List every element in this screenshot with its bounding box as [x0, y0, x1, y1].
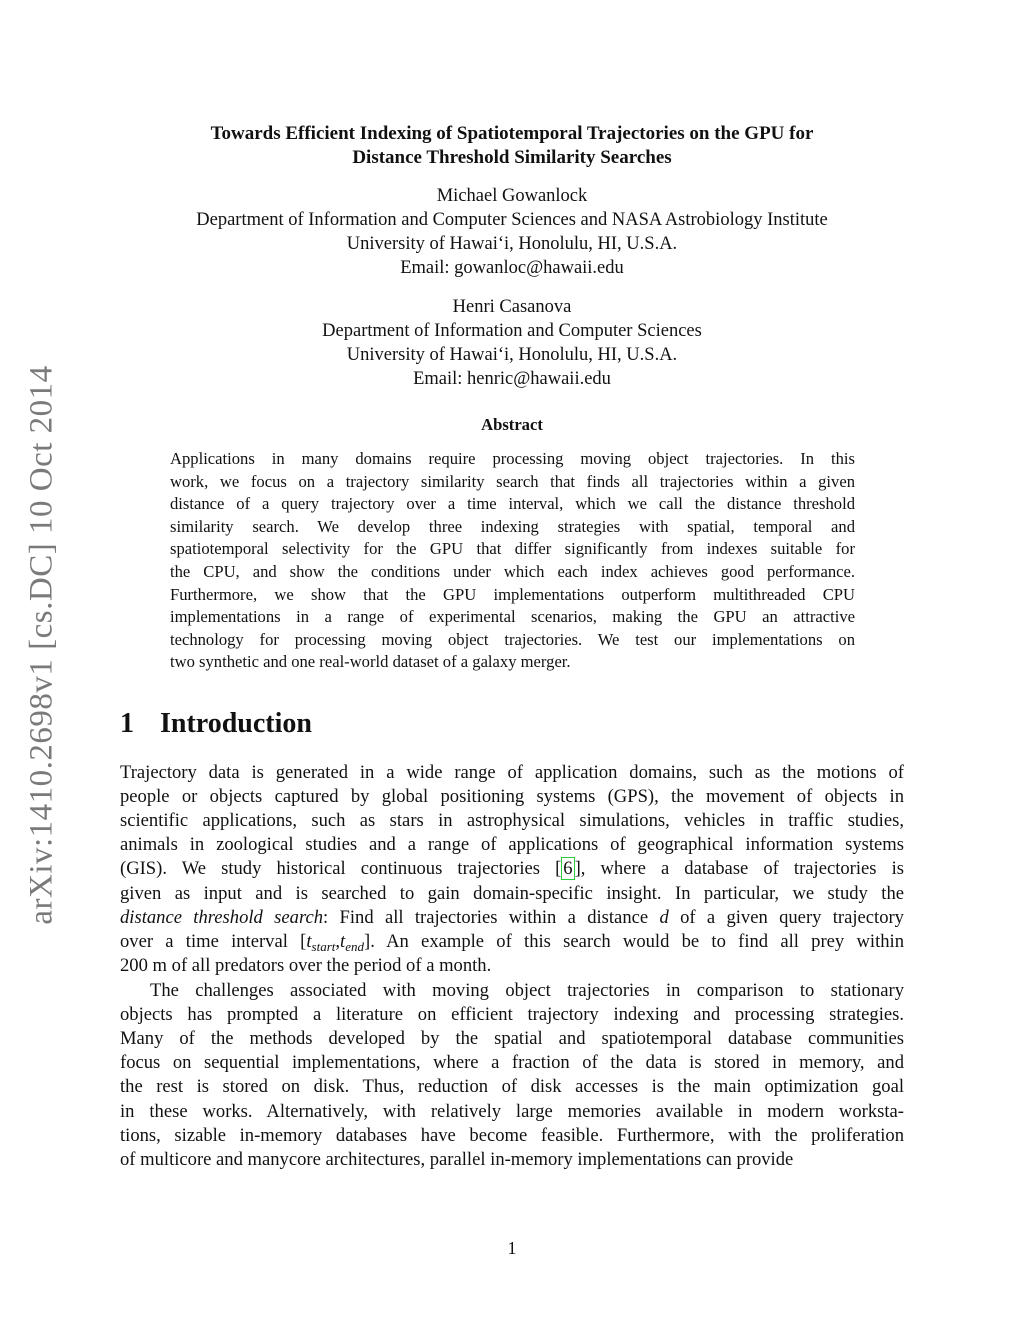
author-name: Michael Gowanlock [436, 186, 588, 206]
text-segment: of a given query trajectory [668, 906, 904, 928]
text-line: the CPU, and show the conditions under which each index achieves good performance. [170, 562, 855, 581]
text-segment: d [659, 906, 669, 928]
text-segment: start [311, 938, 336, 954]
author-affiliation: Department of Information and Computer Sciences [322, 321, 702, 341]
text-line: similarity search. We develop three indexing strategies with spatial, temporal and [170, 516, 855, 536]
section-heading [120, 708, 338, 740]
text-line: two synthetic and one real-world dataset of a galaxy merger. [170, 652, 571, 672]
text-line: Trajectory data is generated in a wide range of application domains, such as the motions of [120, 762, 904, 783]
text-line: animals in zoological studies and a range of applications of geographical information systems [120, 834, 904, 856]
text-segment: over a time interval [ [120, 930, 307, 952]
page-number: 1 [507, 1238, 517, 1258]
author-email: Email: gowanloc@hawaii.edu [400, 258, 624, 278]
text-line [120, 907, 904, 929]
text-line: work, we focus on a trajectory similarity search that finds all trajectories within a given [170, 471, 855, 491]
text-segment: distance threshold search [120, 906, 324, 928]
text-line: objects has prompted a literature on efficient trajectory indexing and processing strategies. [120, 1004, 904, 1026]
text-line: tions, sizable in-memory databases have become feasible. Furthermore, with the proliferation [120, 1124, 904, 1146]
text-line: technology for processing moving object trajectories. We test our implementations on [170, 629, 855, 649]
arxiv-side-label: arXiv:1410.2698v1 [cs.DC] 10 Oct 2014 [23, 365, 60, 925]
text-line [120, 931, 904, 955]
text-line: (GIS). We study historical continuous trajectories [ 6 ], where a database of trajectories is [120, 858, 904, 880]
text-line: people or objects captured by global positioning systems (GPS), the movement of objects in [120, 786, 904, 808]
text-segment: t [340, 930, 346, 952]
paper-title-line-2: Distance Threshold Similarity Searches [352, 147, 672, 168]
author-university: University of Hawai‘i, Honolulu, HI, U.S.A. [346, 345, 678, 365]
text-line: Applications in many domains require processing moving object trajectories. In this [170, 449, 855, 468]
author-email: Email: henric@hawaii.edu [413, 369, 611, 389]
text-line: spatiotemporal selectivity for the GPU that differ significantly from indexes suitable for [170, 539, 855, 559]
text-line: implementations in a range of experimental scenarios, making the GPU an attractive [170, 607, 855, 627]
text-line: Many of the methods developed by the spatial and spatiotemporal database communities [120, 1028, 904, 1050]
text-line: scientific applications, such as stars in astrophysical simulations, vehicles in traffic studies, [120, 810, 904, 832]
text-segment: ]. An example of this search would be to find all prey within [364, 930, 904, 952]
text-line: the rest is stored on disk. Thus, reduction of disk accesses is the main optimization goal [120, 1076, 904, 1098]
section-title: Introduction [160, 708, 312, 739]
text-segment: (GIS). We study historical continuous trajectories [120, 858, 556, 880]
section-number: 1 [120, 708, 134, 739]
text-segment: : Find all trajectories within a distance [323, 906, 660, 928]
text-line: distance of a query trajectory over a time interval, which we call the distance threshold [170, 494, 855, 514]
text-line: of multicore and manycore architectures, parallel in-memory implementations can provide [120, 1148, 794, 1170]
text-segment: , where a database of trajectories is [580, 858, 904, 880]
text-segment: t [306, 930, 312, 952]
text-line: given as input and is searched to gain domain-specific insight. In particular, we study the [120, 882, 904, 904]
text-line: focus on sequential implementations, where a fraction of the data is stored in memory, and [120, 1052, 904, 1074]
paper-title-line-1: Towards Efficient Indexing of Spatiotemporal Trajectories on the GPU for [210, 123, 814, 144]
author-affiliation: Department of Information and Computer Sciences and NASA Astrobiology Institute [196, 210, 828, 230]
text-segment: , [335, 930, 341, 952]
author-university: University of Hawai‘i, Honolulu, HI, U.S.A. [346, 234, 678, 254]
text-line: in these works. Alternatively, with relatively large memories available in modern worksta- [120, 1100, 904, 1122]
text-line: The challenges associated with moving object trajectories in comparison to stationary [150, 980, 904, 1001]
text-line: 200 m of all predators over the period of a month. [120, 954, 492, 976]
abstract-heading: Abstract [481, 415, 543, 434]
author-name: Henri Casanova [452, 297, 572, 317]
text-line: Furthermore, we show that the GPU implementations outperform multithreaded CPU [170, 584, 855, 604]
text-segment: end [345, 938, 365, 954]
citation-link[interactable]: 6 [563, 858, 573, 880]
